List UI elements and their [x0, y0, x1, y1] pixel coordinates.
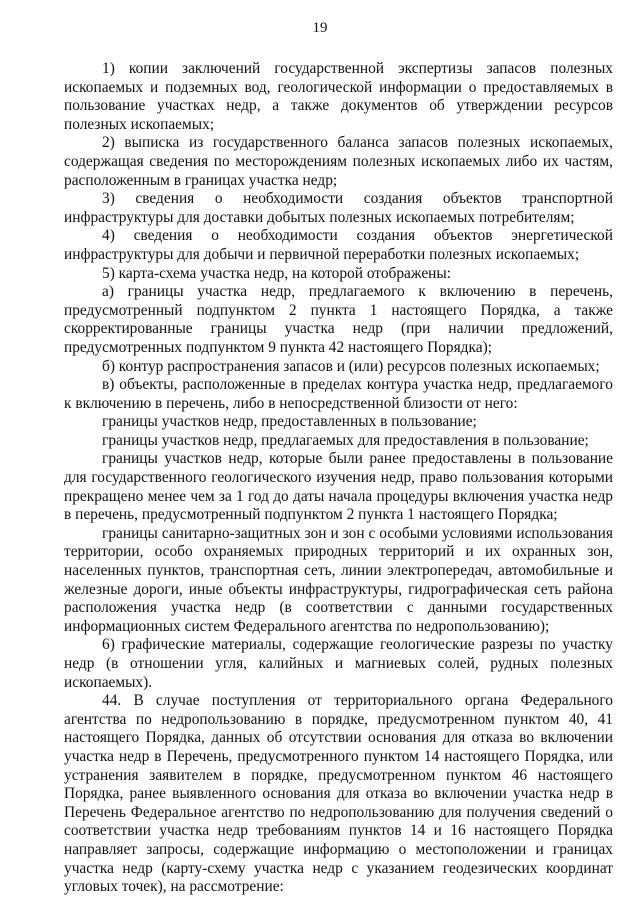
paragraph-proposed-sites-boundaries: границы участков недр, предлагаемых для предоставления в пользование; — [102, 431, 589, 449]
paragraph-clause-44: 44. В случае поступления от территориального органа Федерального агентства по недропользованию в порядке, предусмотренном пунктом 40, 41 настоящего Порядка, данных об отсутствии основания для отказа во включении участка недр в Перечень, предусмотренного пунктом 14 настоящего Порядка, или устранения заявителем в порядке, предусмотренном пунктом 46 настоящего Порядка, ранее выявленного основания для отказа во включении участка недр в Перечень Федеральное агентство по недропользованию для получения сведений о соответствии участка недр требованиям пунктов 14 и 16 настоящего Порядка направляет запросы, содержащие информацию о местоположении и границах участка недр (карту-схему участка недр с указанием геодезических координат угловых точек), на рассмотрение: — [64, 692, 613, 896]
paragraph-item-4-energy-infrastructure: 4) сведения о необходимости создания объектов энергетической инфраструктуры для добычи и первичной переработки полезных ископаемых; — [64, 227, 613, 263]
paragraph-item-6-graphic-materials: 6) графические материалы, содержащие геологические разрезы по участку недр (в отношении угля, калийных и магниевых солей, рудных полезных ископаемых). — [64, 636, 613, 691]
page-number: 19 — [312, 20, 328, 36]
paragraph-subitem-v-objects: в) объекты, расположенные в пределах контура участка недр, предлагаемого к включению в перечень, либо в непосредственной близости от него: — [64, 376, 613, 412]
paragraph-item-1-expertise-copies: 1) копии заключений государственной экспертизы запасов полезных ископаемых и подземных вод, геологической информации о предоставляемых в пользование участках недр, а также документов об утверждении ресурсов полезных ископаемых; — [64, 60, 613, 133]
paragraph-previously-granted-sites: границы участков недр, которые были ранее предоставлены в пользование для государственного геологического изучения недр, право пользования которыми прекращено менее чем за 1 год до даты начала процедуры включения участка недр в перечень, предусмотренный подпунктом 2 пункта 1 настоящего Порядка; — [64, 450, 613, 524]
paragraph-item-2-balance-extract: 2) выписка из государственного баланса запасов полезных ископаемых, содержащая сведения по месторождениям полезных ископаемых либо их частям, расположенным в границах участка недр; — [64, 134, 613, 189]
paragraph-granted-sites-boundaries: границы участков недр, предоставленных в пользование; — [102, 413, 477, 431]
paragraph-item-5-site-map: 5) карта-схема участка недр, на которой отображены: — [102, 264, 452, 282]
paragraph-protection-zones: границы санитарно-защитных зон и зон с особыми условиями использования территории, особо охраняемых природных территорий и их охранных зон, населенных пунктов, транспортная сеть, линии электропередач, автомобильные и железные дороги, иные объекты инфраструктуры, гидрографическая сеть района расположения участка недр (в соответствии с данными государственных информационных систем Федерального агентства по недропользованию); — [64, 524, 613, 635]
paragraph-subitem-a-site-boundaries: а) границы участка недр, предлагаемого к включению в перечень, предусмотренный подпунктом 2 пункта 1 настоящего Порядка, а также скорректированные границы участка недр (при наличии предложений, предусмотренных подпунктом 9 пункта 42 настоящего Порядка); — [64, 283, 613, 356]
paragraph-item-3-transport-infrastructure: 3) сведения о необходимости создания объектов транспортной инфраструктуры для доставки добытых полезных ископаемых потребителям; — [64, 190, 613, 226]
paragraph-subitem-b-reserves-contour: б) контур распространения запасов и (или) ресурсов полезных ископаемых; — [102, 357, 600, 375]
document-body — [64, 60, 613, 897]
